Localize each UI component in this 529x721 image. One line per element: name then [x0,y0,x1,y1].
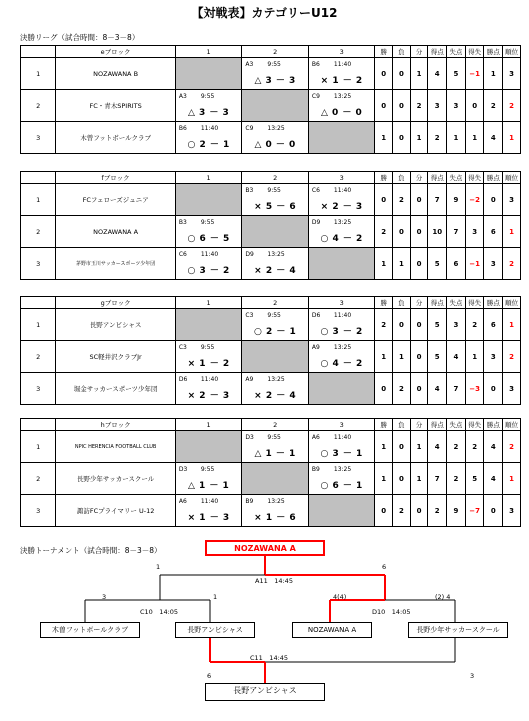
stat-rank: 3 [503,184,521,216]
column-header: 2 [242,419,309,431]
stat-rank: 2 [503,341,521,373]
stat-rank: 1 [503,309,521,341]
match-code: C6 [178,251,187,258]
league-label: 決勝リーグ（試合時間：8－3－8） [20,33,140,42]
match-score: △ 0 － 0 [254,140,296,150]
third-score-a: 6 [207,672,212,680]
stat-win: 0 [375,184,393,216]
column-header: 負 [393,297,411,309]
match-time: 13:25 [267,125,285,132]
semi-right-score-b: (2) 4 [435,593,451,601]
column-header: 得点 [428,46,447,58]
column-header: 得失 [465,419,484,431]
stat-win: 1 [375,431,393,463]
bracket-team-4: 長野少年サッカースクール [408,622,508,638]
stat-gd: 1 [465,122,484,154]
match-score: × 1 － 6 [254,513,297,523]
team-number: 3 [21,122,56,154]
stat-pts: 3 [484,248,503,280]
match-code: D6 [178,376,188,383]
match-code: B6 [178,125,187,132]
stat-pts: 0 [484,373,503,405]
stat-loss: 0 [393,309,411,341]
stat-draw: 0 [410,248,428,280]
column-header: 分 [410,172,428,184]
stat-gd: 1 [465,341,484,373]
column-header: 分 [410,419,428,431]
stat-ga: 4 [447,341,466,373]
column-header: 分 [410,297,428,309]
bracket-team-1: 木曽フットボールクラブ [40,622,140,638]
champion-box: NOZAWANA A [205,540,325,556]
stat-ga: 9 [447,495,466,527]
team-name: FCフェローズジュニア [56,184,176,216]
match-code: A9 [245,376,254,383]
match-score: ○ 3 － 2 [187,266,230,276]
column-header: 2 [242,172,309,184]
match-score: △ 3 － 3 [254,76,296,86]
match-code: B3 [245,187,254,194]
stat-draw: 1 [410,463,428,495]
match-time: 9:55 [200,93,215,100]
stat-gf: 4 [428,431,447,463]
bracket-team-3: NOZAWANA A [292,622,372,638]
stat-gd: 2 [465,309,484,341]
match-score: △ 1 － 1 [187,481,230,491]
stat-gf: 4 [428,373,447,405]
stat-gf: 2 [428,495,447,527]
stat-rank: 3 [503,373,521,405]
column-header: 勝点 [484,46,503,58]
stat-draw: 1 [410,431,428,463]
team-name: 木曽フットボールクラブ [56,122,176,154]
match-score: ○ 4 － 2 [320,359,363,369]
column-header: 順位 [503,419,521,431]
stat-loss: 1 [393,341,411,373]
match-score: ○ 6 － 5 [187,234,230,244]
stat-ga: 3 [447,309,466,341]
stat-rank: 2 [503,248,521,280]
match-score: × 2 － 3 [187,391,230,401]
final-left-score: 1 [156,563,161,571]
stat-win: 0 [375,90,393,122]
stat-gf: 5 [428,341,447,373]
stat-pts: 0 [484,495,503,527]
stat-gd: 5 [465,463,484,495]
stat-gf: 2 [428,122,447,154]
third-winner-box: 長野アンビシャス [205,683,325,701]
final-match-label: A11 14:45 [255,577,293,585]
match-code: A6 [178,498,187,505]
match-score: × 5 － 6 [254,202,297,212]
match-time: 11:40 [333,61,352,68]
column-header: 得失 [465,297,484,309]
team-name: 茅野市玉川サッカースポーツ少年団 [56,248,176,280]
stat-rank: 2 [503,431,521,463]
team-number: 3 [21,248,56,280]
stat-win: 0 [375,495,393,527]
match-time: 11:40 [200,376,219,383]
team-number: 2 [21,463,56,495]
team-number: 1 [21,184,56,216]
stat-ga: 3 [447,90,466,122]
match-score: ○ 6 － 1 [320,481,363,491]
stat-draw: 0 [410,341,428,373]
match-time: 13:25 [333,466,352,473]
match-time: 13:25 [333,344,352,351]
stat-gf: 5 [428,248,447,280]
team-name: NPIC HERENCIA FOOTBALL CLUB [56,431,176,463]
match-time: 11:40 [333,312,352,319]
match-time: 9:55 [200,466,215,473]
stat-pts: 0 [484,184,503,216]
team-name: 堀金サッカースポーツ少年団 [56,373,176,405]
stat-win: 0 [375,58,393,90]
stat-gf: 4 [428,58,447,90]
match-time: 11:40 [333,434,352,441]
match-time: 11:40 [200,125,219,132]
stat-win: 0 [375,373,393,405]
team-name: FC・青木SPIRITS [56,90,176,122]
column-header: 順位 [503,297,521,309]
match-code: D3 [245,434,254,441]
stat-gf: 7 [428,463,447,495]
stat-ga: 2 [447,463,466,495]
column-header: 2 [242,297,309,309]
team-number: 3 [21,373,56,405]
team-name: 諏訪FCプライマリー U-12 [56,495,176,527]
stat-loss: 0 [393,122,411,154]
stat-gf: 3 [428,90,447,122]
stat-ga: 6 [447,248,466,280]
column-header: 1 [175,46,242,58]
stat-draw: 1 [410,122,428,154]
match-time: 13:25 [333,93,352,100]
stat-gd: −3 [465,373,484,405]
semi-left-score-a: 3 [102,593,107,601]
match-score: × 1 － 3 [187,513,230,523]
column-header: 失点 [447,46,466,58]
column-header: 勝点 [484,419,503,431]
stat-gf: 5 [428,309,447,341]
group-name: gブロック [56,297,176,309]
team-name: NOZAWANA B [56,58,176,90]
match-score: △ 0 － 0 [320,108,363,118]
stat-ga: 7 [447,373,466,405]
stat-gd: 0 [465,90,484,122]
tournament-label: 決勝トーナメント（試合時間：8－3－8） [20,546,162,555]
stat-gd: 2 [465,431,484,463]
match-code: C3 [178,344,187,351]
stat-win: 1 [375,248,393,280]
stat-win: 1 [375,122,393,154]
final-right-score: 6 [382,563,387,571]
stat-gf: 10 [428,216,447,248]
column-header: 順位 [503,172,521,184]
stat-gd: −2 [465,184,484,216]
match-code: C9 [245,125,254,132]
stat-ga: 9 [447,184,466,216]
stat-pts: 1 [484,58,503,90]
match-score: ○ 3 － 2 [320,327,363,337]
match-time: 13:25 [267,376,285,383]
match-code: D3 [178,466,188,473]
team-number: 2 [21,90,56,122]
match-time: 13:25 [267,251,285,258]
stat-gd: 3 [465,216,484,248]
stat-rank: 3 [503,58,521,90]
match-score: ○ 3 － 1 [320,449,363,459]
match-score: × 2 － 3 [320,202,363,212]
match-score: △ 1 － 1 [254,449,296,459]
match-score: × 1 － 2 [187,359,230,369]
stat-ga: 5 [447,58,466,90]
stat-draw: 1 [410,58,428,90]
stat-draw: 0 [410,495,428,527]
stat-ga: 1 [447,122,466,154]
stat-loss: 0 [393,463,411,495]
semi-right-match-label: D10 14:05 [372,608,411,616]
stat-pts: 6 [484,216,503,248]
match-code: B3 [178,219,187,226]
team-name: 長野アンビシャス [56,309,176,341]
bracket-team-2: 長野アンビシャス [175,622,255,638]
column-header: 得失 [465,172,484,184]
stat-pts: 2 [484,90,503,122]
team-number: 1 [21,58,56,90]
stat-win: 1 [375,341,393,373]
match-time: 13:25 [333,219,352,226]
team-number: 1 [21,431,56,463]
match-time: 11:40 [200,498,219,505]
match-time: 13:25 [267,498,285,505]
stat-loss: 2 [393,184,411,216]
team-name: NOZAWANA A [56,216,176,248]
column-header: 負 [393,46,411,58]
match-code: D6 [311,312,321,319]
stat-pts: 3 [484,341,503,373]
match-time: 9:55 [267,187,281,194]
match-score: × 2 － 4 [254,391,297,401]
team-number: 3 [21,495,56,527]
column-header: 得失 [465,46,484,58]
stat-loss: 1 [393,248,411,280]
team-number: 2 [21,341,56,373]
group-name: fブロック [56,172,176,184]
match-code: B9 [311,466,320,473]
third-score-b: 3 [470,672,475,680]
stat-gd: −7 [465,495,484,527]
column-header: 負 [393,172,411,184]
stat-ga: 7 [447,216,466,248]
stat-loss: 2 [393,373,411,405]
stat-pts: 4 [484,431,503,463]
column-header: 3 [308,297,375,309]
match-time: 9:55 [267,312,281,319]
column-header: 勝 [375,297,393,309]
column-header: 1 [175,297,242,309]
stat-loss: 0 [393,431,411,463]
match-code: A3 [178,93,187,100]
stat-pts: 4 [484,463,503,495]
match-score: △ 3 － 3 [187,108,230,118]
column-header: 勝点 [484,172,503,184]
column-header: 勝 [375,419,393,431]
match-code: A3 [245,61,254,68]
column-header: 失点 [447,172,466,184]
stat-loss: 2 [393,495,411,527]
group-name: eブロック [56,46,176,58]
column-header: 順位 [503,46,521,58]
column-header: 勝点 [484,297,503,309]
column-header: 2 [242,46,309,58]
match-code: C9 [311,93,320,100]
group-name: hブロック [56,419,176,431]
stat-draw: 0 [410,184,428,216]
column-header: 得点 [428,419,447,431]
match-time: 9:55 [200,219,215,226]
match-score: ○ 4 － 2 [320,234,363,244]
column-header: 分 [410,46,428,58]
stat-pts: 4 [484,122,503,154]
match-score: ○ 2 － 1 [187,140,230,150]
stat-win: 2 [375,216,393,248]
stat-rank: 3 [503,495,521,527]
stat-gf: 7 [428,184,447,216]
third-match-label: C11 14:45 [250,654,289,662]
team-name: 長野少年サッカースクール [56,463,176,495]
page-title: 【対戦表】カテゴリーU12 [191,6,338,20]
stat-rank: 1 [503,122,521,154]
match-code: D9 [311,219,321,226]
column-header: 得点 [428,297,447,309]
stat-rank: 1 [503,463,521,495]
stat-draw: 0 [410,373,428,405]
team-number: 1 [21,309,56,341]
team-number: 2 [21,216,56,248]
stat-rank: 2 [503,90,521,122]
column-header: 3 [308,172,375,184]
stat-loss: 0 [393,58,411,90]
stat-ga: 2 [447,431,466,463]
stat-pts: 6 [484,309,503,341]
column-header: 負 [393,419,411,431]
semi-right-score-a: 4(4) [333,593,347,601]
stat-loss: 0 [393,216,411,248]
stat-gd: −1 [465,248,484,280]
column-header: 3 [308,46,375,58]
match-time: 9:55 [267,61,281,68]
stat-win: 2 [375,309,393,341]
column-header: 失点 [447,297,466,309]
stat-draw: 0 [410,309,428,341]
column-header: 勝 [375,46,393,58]
stat-gd: −1 [465,58,484,90]
stat-draw: 2 [410,90,428,122]
column-header: 1 [175,172,242,184]
team-name: SC軽井沢クラブJr [56,341,176,373]
match-code: C3 [245,312,254,319]
semi-left-score-b: 1 [213,593,218,601]
column-header: 1 [175,419,242,431]
column-header: 勝 [375,172,393,184]
match-code: B6 [311,61,320,68]
match-code: A6 [311,434,320,441]
stat-rank: 1 [503,216,521,248]
stat-win: 1 [375,463,393,495]
match-code: A9 [311,344,320,351]
match-time: 11:40 [200,251,219,258]
semi-left-match-label: C10 14:05 [140,608,179,616]
match-code: B9 [245,498,254,505]
match-score: ○ 2 － 1 [253,327,297,337]
match-code: D9 [245,251,254,258]
match-time: 11:40 [333,187,352,194]
match-code: C6 [311,187,320,194]
column-header: 失点 [447,419,466,431]
match-score: × 1 － 2 [320,76,363,86]
stat-loss: 0 [393,90,411,122]
stat-draw: 0 [410,216,428,248]
match-score: × 2 － 4 [254,266,297,276]
match-time: 9:55 [267,434,281,441]
column-header: 得点 [428,172,447,184]
match-time: 9:55 [200,344,215,351]
column-header: 3 [308,419,375,431]
